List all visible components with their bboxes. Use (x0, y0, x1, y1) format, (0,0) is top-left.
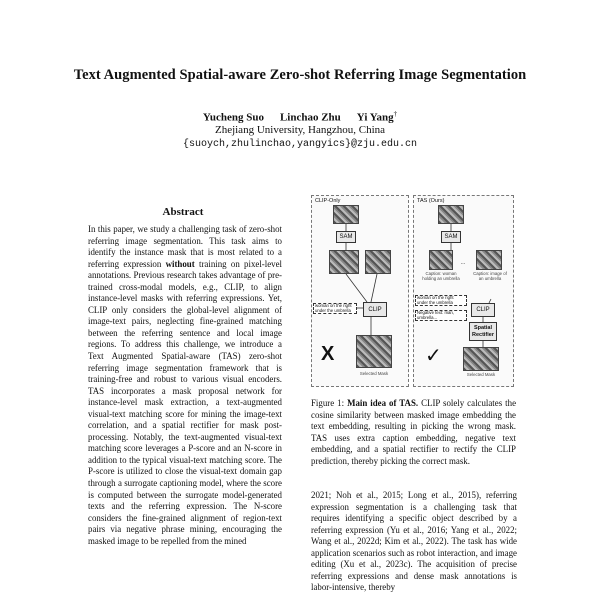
wrong-mark: X (321, 343, 335, 365)
mask-proposal-left-2 (365, 250, 391, 274)
mask-proposal-right-2 (476, 250, 502, 270)
sam-box-left: SAM (336, 231, 356, 243)
query-text-left: woman on the right under the umbrella (313, 303, 357, 314)
tas-label: TAS (Ours) (417, 198, 445, 204)
mask-proposal-right-1 (429, 250, 453, 270)
paper-title: Text Augmented Spatial-aware Zero-shot Referring Image Segmentation (73, 67, 527, 83)
clip-only-label: CLIP-Only (315, 198, 341, 204)
author-1: Yucheng Suo (202, 111, 264, 124)
caption-bold: Main idea of TAS. (347, 398, 419, 408)
affiliation: Zhejiang University, Hangzhou, China (214, 124, 386, 136)
caption-proposal-2: Caption: image of an umbrella (473, 271, 507, 281)
abstract-body (88, 224, 282, 547)
selected-mask-left-label: Selected Mask (359, 371, 389, 376)
caption-proposal-1: Caption: woman holding an umbrella (422, 271, 460, 281)
abstract-text-2: training on pixel-level annotations. Previous research takes advantage of pre-trained cross-modal models, e.g., CLIP, to align instance-level masks with referring expressions. Yet, CLIP only considers the global-level alignment of image-text pairs, neglecting fine-grained matching between the referring sentence and local image regions. To address this challenge, we introduce a Text Augmented Spatial-aware (TAS) zero-shot referring image segmentation framework that is training-free and robust to various visual encoders. TAS incorporates a mask proposal network for instance-level mask extraction, a text-augmented visual-text matching score for mining the image-text correlation, and a spatial rectifier for mask post-processing. Notably, the text-augmented visual-text matching score leverages a P-score and an N-score in addition to the typical visual-text matching score. The P-score is utilized to close the visual-text domain gap through a surrogate captioning model, where the score is computed between the surrogate model-generated texts and the referring expression. The N-score considers the fine-grained alignment of region-text pairs via negative phrase mining, encouraging the masked image to be repelled from the mined (88, 258, 283, 546)
input-image-right (438, 205, 464, 224)
negative-text-box: Negative text: man, umbrella... (415, 310, 467, 321)
query-text-right: woman on the right under the umbrella (415, 295, 467, 306)
clip-box-right: CLIP (471, 303, 495, 317)
figure-caption (311, 398, 516, 467)
author-email: {suoych,zhulinchao,yangyics}@zju.edu.cn (182, 139, 418, 150)
sam-box-right: SAM (441, 231, 461, 243)
clip-box-left: CLIP (363, 302, 387, 317)
correct-mark: ✓ (425, 343, 442, 367)
right-column-body: 2021; Noh et al., 2015; Long et al., 2015), referring expression segmentation is a challenging task that requires identifying a specific object described by a referring expression (Yu et al., 2016; Yang et al., 2022; Wang et al., 2022d; Kim et al., 2022). The task has wide application scenarios such as robot interaction, and image editing (Xu et al., 2023c). The acquisition of precise referring expressions and dense mask annotations is labor-intensive, thereby (311, 490, 517, 593)
selected-mask-right-label: Selected Mask (466, 372, 496, 377)
selected-mask-right-image (463, 347, 499, 371)
arrow-mask1-clip-left (346, 274, 367, 302)
caption-text: CLIP solely calculates the cosine similarity between masked image embedding the text embedding, resulting in picking the wrong mask. TAS uses extra caption embedding, negative text embedding, and a spatial rectifier to rectify the CLIP prediction, thereby picking the correct mask. (311, 398, 517, 466)
figure-1 (311, 195, 514, 387)
author-list (0, 110, 600, 124)
selected-mask-left-image (356, 335, 392, 368)
arrow-mask2-clip-left (371, 274, 377, 302)
author-2: Linchao Zhu (279, 111, 341, 124)
ellipsis: ... (460, 260, 466, 266)
corresponding-author-mark: † (393, 110, 398, 118)
mask-proposal-left-1 (329, 250, 359, 274)
author-3: Yi Yang (356, 111, 394, 124)
spatial-rectifier-box: Spatial Rectifier (469, 322, 497, 341)
abstract-heading: Abstract (162, 206, 204, 218)
input-image-left (333, 205, 359, 224)
abstract-text-1: In this paper, we study a challenging task of zero-shot referring image segmentation. This task aims to identify the instance mask that is most related to a referring expression (88, 224, 282, 269)
abstract-bold-word: without (165, 258, 195, 269)
caption-label: Figure 1: (311, 398, 345, 408)
